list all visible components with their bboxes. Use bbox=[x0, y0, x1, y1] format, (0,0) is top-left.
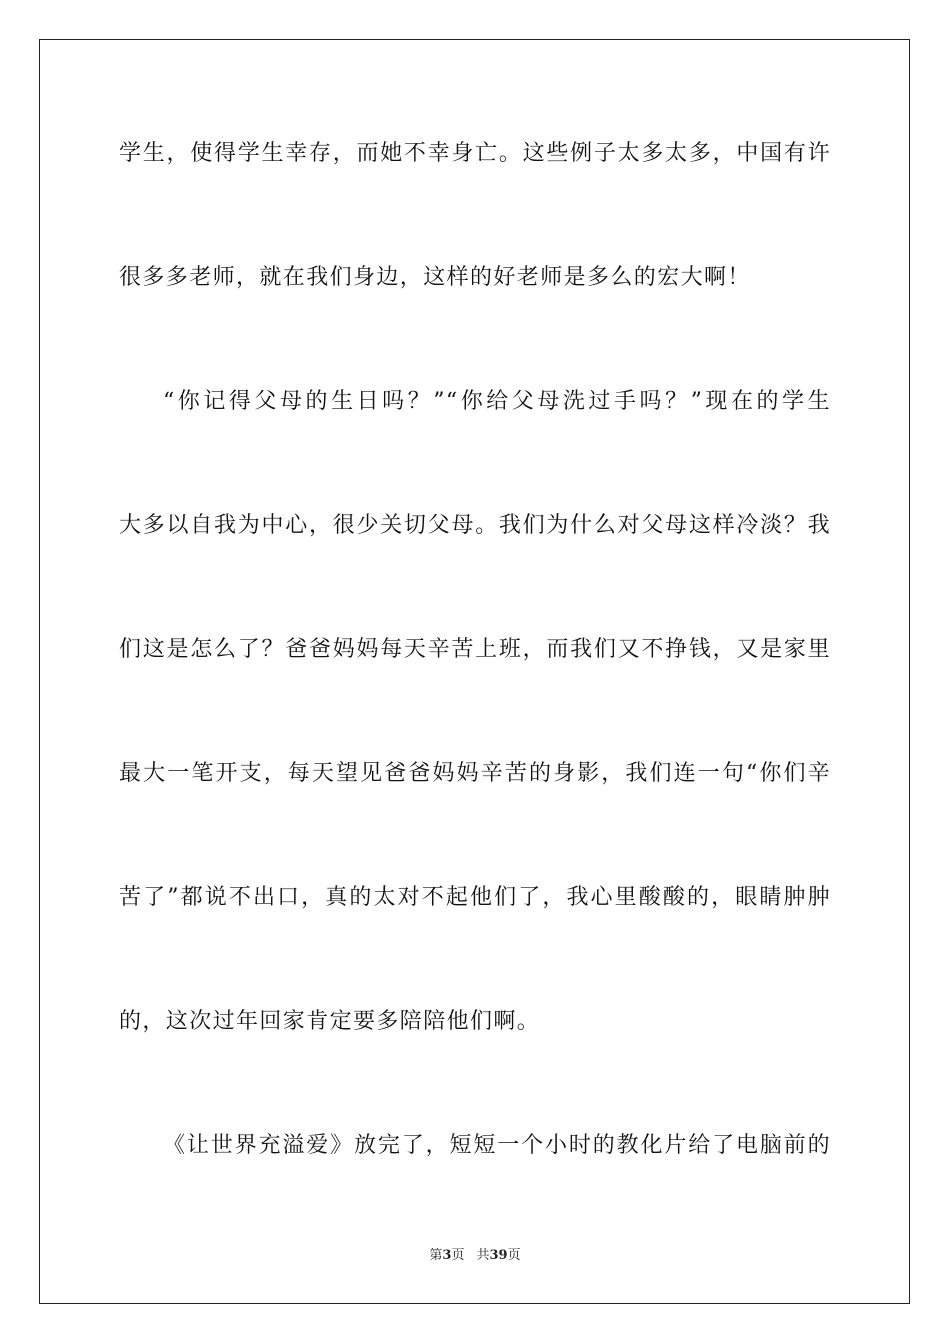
text-line: 学生，使得学生幸存，而她不幸身亡。这些例子太多太多，中国有许 bbox=[119, 141, 831, 166]
text-line-paragraph-start: “你记得父母的生日吗？”“你给父母洗过手吗？”现在的学生 bbox=[163, 389, 831, 414]
page-number: 3 bbox=[442, 1248, 452, 1263]
text-line: 很多多老师，就在我们身边，这样的好老师是多么的宏大啊！ bbox=[119, 265, 751, 290]
page-frame bbox=[39, 39, 910, 1304]
total-pages: 39 bbox=[489, 1248, 508, 1263]
total-prefix: 共 bbox=[476, 1248, 490, 1263]
text-line: 苦了”都说不出口，真的太对不起他们了，我心里酸酸的，眼睛肿肿 bbox=[119, 885, 831, 910]
text-line: 的，这次过年回家肯定要多陪陪他们啊。 bbox=[119, 1009, 541, 1034]
page-suffix: 页 bbox=[451, 1248, 465, 1263]
page-prefix: 第 bbox=[429, 1248, 443, 1263]
total-suffix: 页 bbox=[507, 1248, 521, 1263]
page-footer bbox=[0, 1247, 950, 1265]
text-line: 大多以自我为中心，很少关切父母。我们为什么对父母这样冷淡？我 bbox=[119, 513, 831, 538]
text-line: 最大一笔开支，每天望见爸爸妈妈辛苦的身影，我们连一句“你们辛 bbox=[119, 761, 831, 786]
text-line: 们这是怎么了？爸爸妈妈每天辛苦上班，而我们又不挣钱，又是家里 bbox=[119, 637, 831, 662]
text-line-paragraph-start: 《让世界充溢爱》放完了，短短一个小时的教化片给了电脑前的 bbox=[163, 1133, 831, 1158]
